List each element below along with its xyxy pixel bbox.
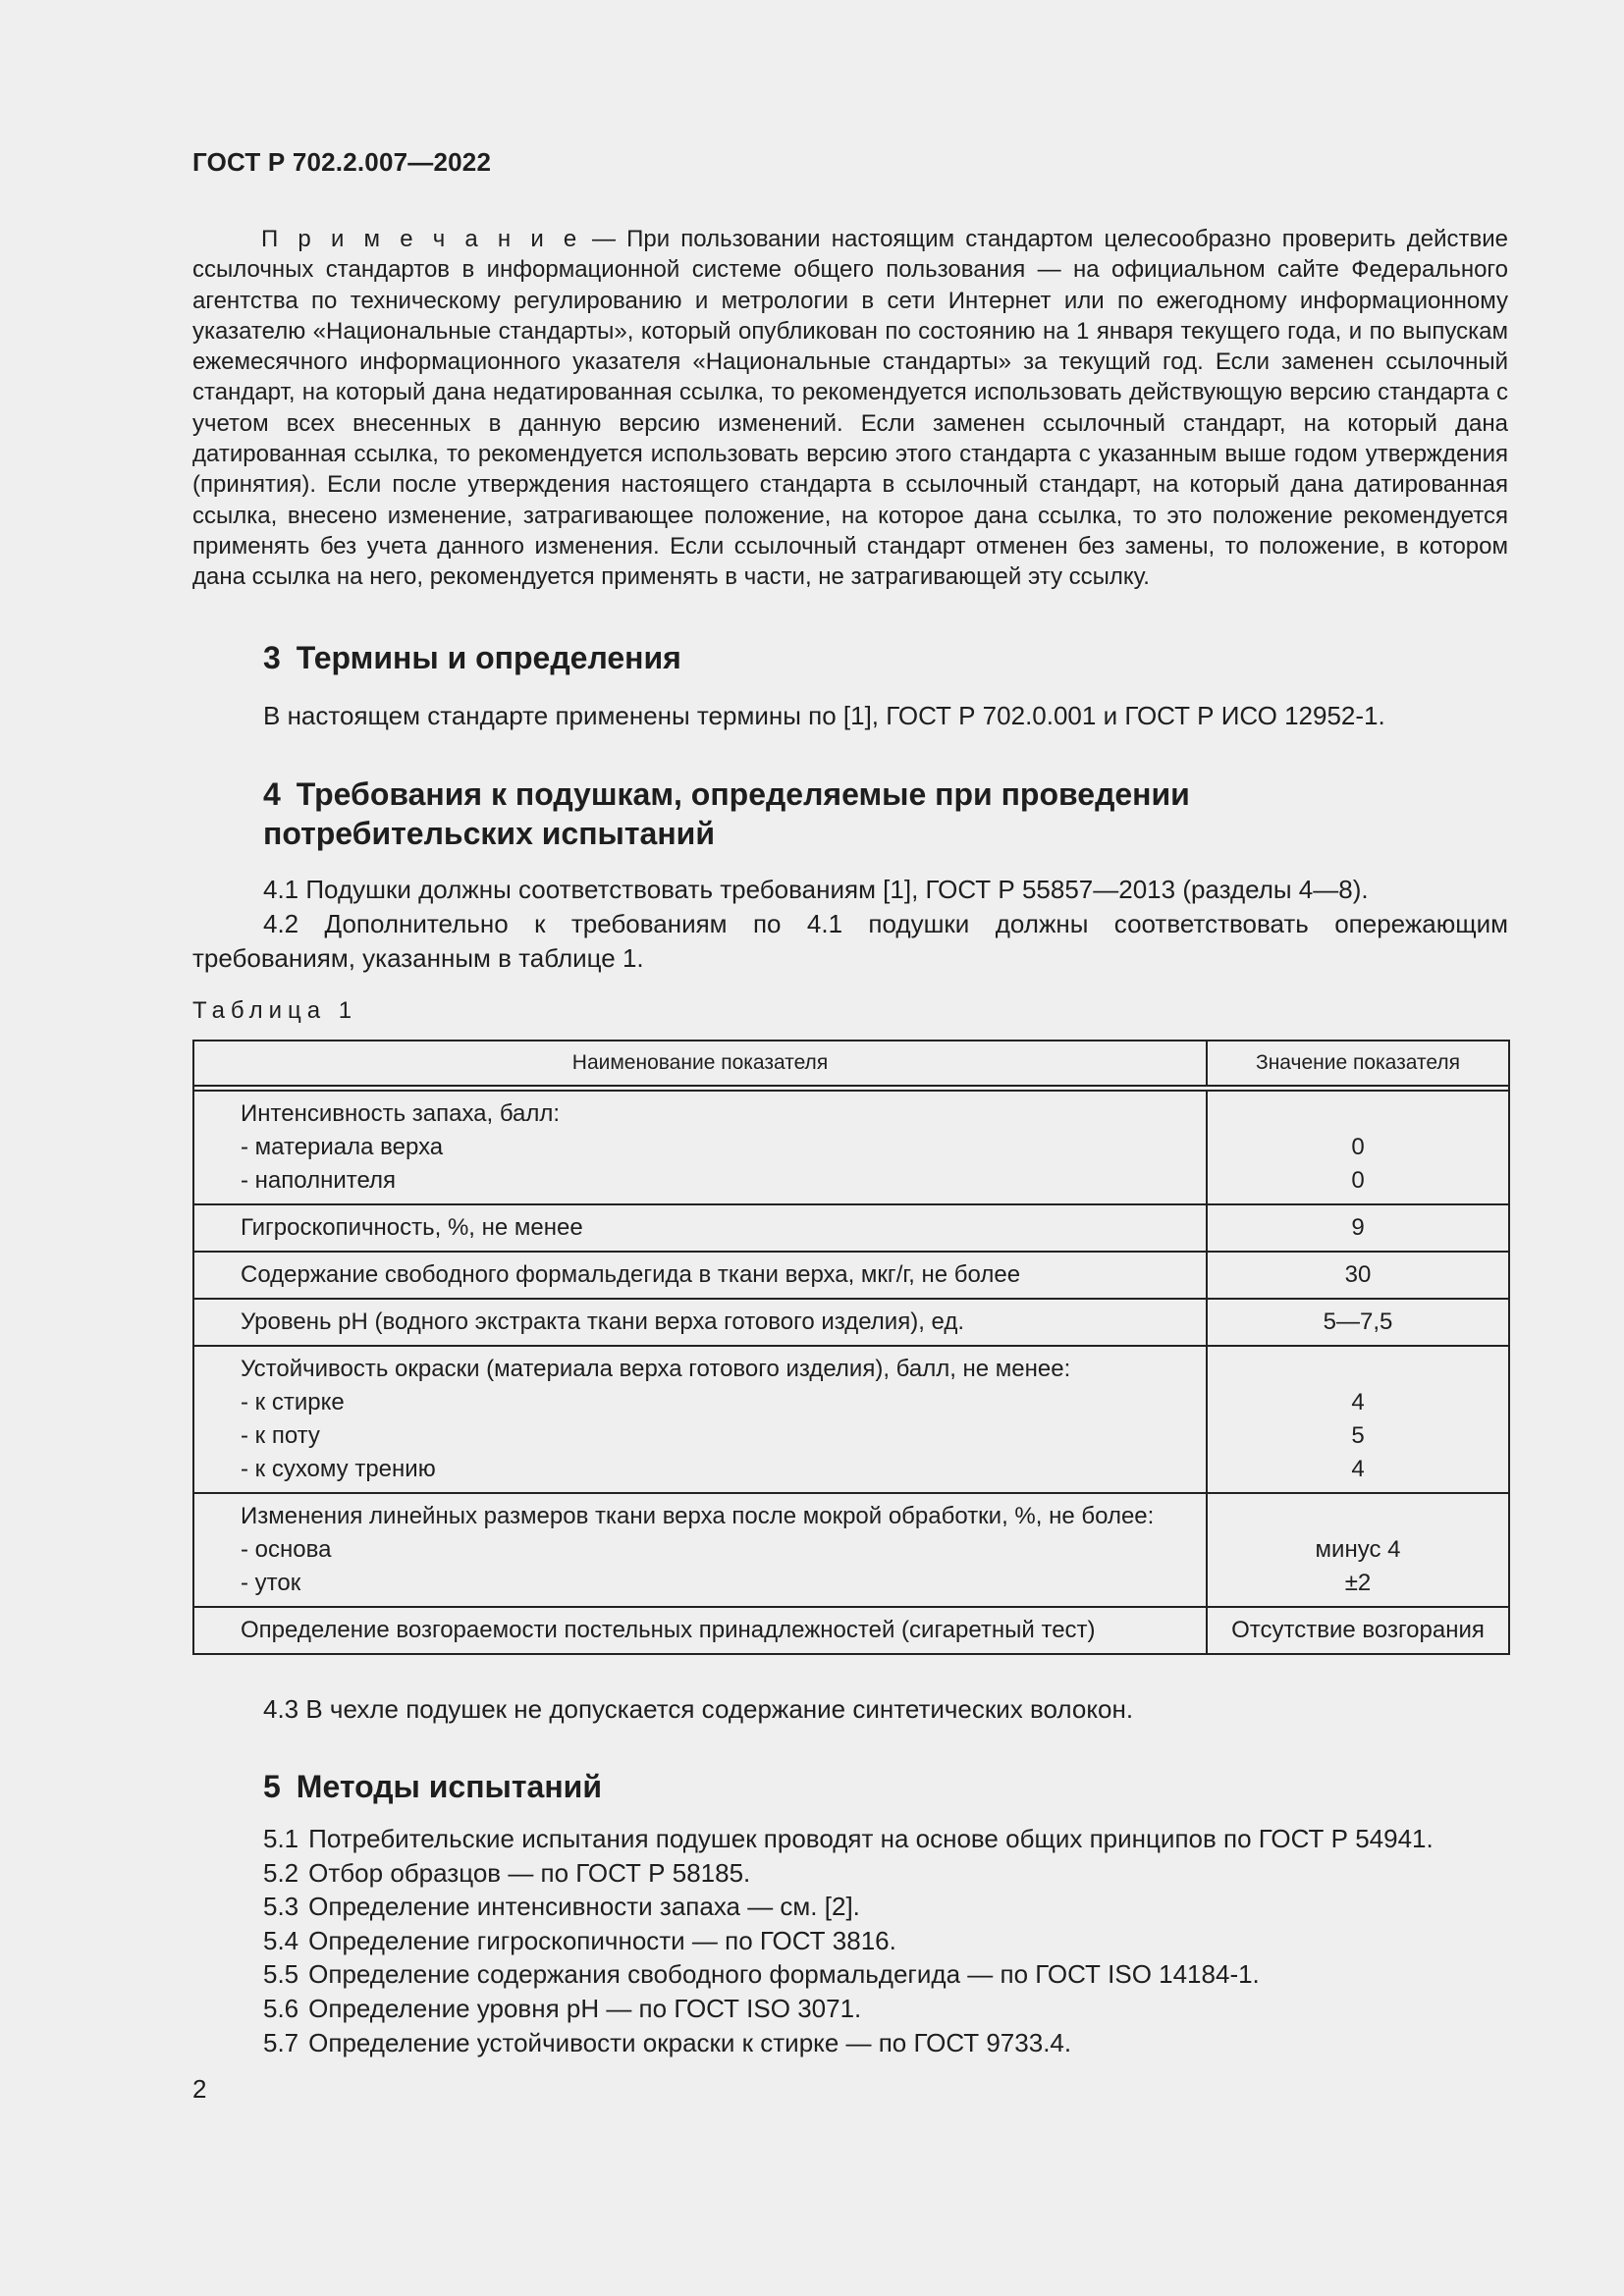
table-row bbox=[194, 1090, 1508, 1203]
indicator-value-line: 0 bbox=[1351, 1134, 1365, 1160]
table-row bbox=[194, 1251, 1508, 1298]
table-header-row bbox=[194, 1041, 1508, 1087]
list-item bbox=[263, 1992, 1434, 2026]
indicator-name-line: Определение возгораемости постельных принадлежностей (сигаретный тест) bbox=[241, 1617, 1096, 1643]
page-number: 2 bbox=[192, 2074, 207, 2104]
table-row bbox=[194, 1492, 1508, 1606]
indicator-name-line: Содержание свободного формальдегида в ткани верха, мкг/г, не более bbox=[241, 1261, 1021, 1288]
table-row bbox=[194, 1345, 1508, 1492]
indicator-value-line: 0 bbox=[1351, 1167, 1365, 1194]
section-5-heading bbox=[263, 1767, 1500, 1806]
clause-4-2: 4.2 Дополнительно к требованиям по 4.1 подушки должны соответствовать опережающим требованиям, указанным в таблице 1. bbox=[192, 909, 1508, 973]
indicator-value-line: 4 bbox=[1351, 1456, 1365, 1482]
indicator-name-line: - основа bbox=[241, 1536, 332, 1563]
indicator-value-line bbox=[1216, 1353, 1500, 1386]
indicator-name-line: Изменения линейных размеров ткани верха после мокрой обработки, %, не более: bbox=[241, 1503, 1155, 1529]
column-header-name: Наименование показателя bbox=[194, 1041, 1208, 1085]
clause-number: 5.2 bbox=[263, 1857, 299, 1888]
indicator-value-line: минус 4 bbox=[1315, 1536, 1401, 1563]
indicator-name-line: - наполнителя bbox=[241, 1167, 397, 1194]
requirements-table bbox=[192, 1040, 1510, 1655]
indicator-name-cell bbox=[194, 1205, 1208, 1251]
indicator-name-cell bbox=[194, 1347, 1208, 1492]
indicator-value-cell bbox=[1208, 1205, 1508, 1251]
section-3-number: 3 bbox=[263, 640, 281, 675]
clause-text: Потребительские испытания подушек проводят на основе общих принципов по ГОСТ Р 54941. bbox=[308, 1824, 1434, 1853]
indicator-name-line: - к поту bbox=[241, 1422, 320, 1449]
indicator-name-cell bbox=[194, 1253, 1208, 1298]
document-header: ГОСТ Р 702.2.007—2022 bbox=[192, 147, 492, 177]
indicator-value-cell bbox=[1208, 1300, 1508, 1345]
clause-text: Определение гигроскопичности — по ГОСТ 3816. bbox=[308, 1925, 896, 1955]
table-caption: Таблица 1 bbox=[192, 997, 358, 1024]
clause-number: 5.1 bbox=[263, 1824, 299, 1853]
indicator-value-cell bbox=[1208, 1608, 1508, 1653]
indicator-value-line: 9 bbox=[1351, 1214, 1365, 1241]
section-4-title-line2: потребительских испытаний bbox=[263, 816, 716, 851]
list-item bbox=[263, 1822, 1434, 1856]
table-row bbox=[194, 1298, 1508, 1345]
indicator-name-cell bbox=[194, 1300, 1208, 1345]
table-row bbox=[194, 1606, 1508, 1653]
indicator-value-line bbox=[1216, 1500, 1500, 1533]
indicator-value-cell bbox=[1208, 1347, 1508, 1492]
column-header-value: Значение показателя bbox=[1256, 1051, 1460, 1074]
indicator-value-line: ±2 bbox=[1344, 1570, 1372, 1596]
list-item bbox=[263, 2026, 1434, 2060]
list-item bbox=[263, 1890, 1434, 1924]
clause-text: Определение уровня рН — по ГОСТ ISO 3071. bbox=[308, 1993, 862, 2023]
clause-4-3: 4.3 В чехле подушек не допускается содержание синтетических волокон. bbox=[263, 1694, 1134, 1724]
clause-number: 5.3 bbox=[263, 1892, 299, 1922]
section-5-number: 5 bbox=[263, 1769, 281, 1804]
clause-number: 5.7 bbox=[263, 2027, 299, 2057]
indicator-value-line: 4 bbox=[1351, 1389, 1365, 1415]
indicator-value-line: 5—7,5 bbox=[1323, 1308, 1393, 1335]
indicator-value-cell bbox=[1208, 1253, 1508, 1298]
clause-text: Определение содержания свободного формальдегида — по ГОСТ ISO 14184-1. bbox=[308, 1959, 1260, 1990]
section-3-heading bbox=[263, 638, 1500, 677]
note-text: — При пользовании настоящим стандартом целесообразно проверить действие ссылочных стандартов в информационной системе общего пользования — на официальном сайте Федерального агентства по техническому регулированию и метрологии в сети Интернет или по ежегодному информационному указателю «Национальные стандарты», который опубликован по состоянию на 1 января текущего года, и по выпускам ежемесячного информационного указателя «Национальные стандарты» за текущий год. Если заменен ссылочный стандарт, на который дана недатированная ссылка, то рекомендуется использовать действующую версию стандарта с учетом всех внесенных в данную версию изменений. Если заменен ссылочный стандарт, на который дана датированная ссылка, то рекомендуется использовать версию этого стандарта с указанным выше годом утверждения (принятия). Если после утверждения настоящего стандарта в ссылочный стандарт, на который дана датированная ссылка, внесено изменение, затрагивающее положение, на которое дана ссылка, то это положение рекомендуется применять без учета данного изменения. Если ссылочный стандарт отменен без замены, то положение, в котором дана ссылка на него, рекомендуется применять в части, не затрагивающей эту ссылку. bbox=[192, 226, 1508, 591]
clause-text: Определение устойчивости окраски к стирке — по ГОСТ 9733.4. bbox=[308, 2027, 1072, 2057]
indicator-name-cell bbox=[194, 1608, 1208, 1653]
clause-4-1: 4.1 Подушки должны соответствовать требованиям [1], ГОСТ Р 55857—2013 (разделы 4—8). bbox=[263, 875, 1369, 904]
indicator-name-line: - материала верха bbox=[241, 1134, 444, 1160]
section-4-title-line1: Требования к подушкам, определяемые при проведении bbox=[296, 776, 1190, 812]
indicator-name-line: - к стирке bbox=[241, 1389, 345, 1415]
list-item bbox=[263, 1924, 1434, 1958]
clause-number: 5.4 bbox=[263, 1925, 299, 1955]
indicator-value-line bbox=[1216, 1097, 1500, 1131]
indicator-name-line: Интенсивность запаха, балл: bbox=[241, 1100, 561, 1127]
note-label: П р и м е ч а н и е bbox=[261, 226, 581, 252]
clause-number: 5.6 bbox=[263, 1993, 299, 2023]
section-4-number: 4 bbox=[263, 776, 281, 812]
clause-text: Определение интенсивности запаха — см. [2]. bbox=[308, 1892, 860, 1922]
clause-text: Отбор образцов — по ГОСТ Р 58185. bbox=[308, 1857, 751, 1888]
indicator-value-line: 5 bbox=[1351, 1422, 1365, 1449]
indicator-value-line: Отсутствие возгорания bbox=[1231, 1617, 1485, 1643]
section-5-list bbox=[263, 1822, 1434, 2059]
indicator-name-line: - к сухому трению bbox=[241, 1456, 436, 1482]
indicator-name-line: Гигроскопичность, %, не менее bbox=[241, 1214, 583, 1241]
indicator-name-cell bbox=[194, 1092, 1208, 1203]
section-3-title: Термины и определения bbox=[296, 640, 681, 675]
indicator-name-cell bbox=[194, 1494, 1208, 1606]
indicator-name-line: Устойчивость окраски (материала верха готового изделия), балл, не менее: bbox=[241, 1356, 1071, 1382]
section-4-heading bbox=[263, 774, 1500, 853]
section-5-title: Методы испытаний bbox=[296, 1769, 602, 1804]
reference-note bbox=[192, 224, 1508, 593]
clause-number: 5.5 bbox=[263, 1959, 299, 1990]
indicator-value-cell bbox=[1208, 1092, 1508, 1203]
table-row bbox=[194, 1203, 1508, 1251]
indicator-value-cell bbox=[1208, 1494, 1508, 1606]
indicator-name-line: Уровень рН (водного экстракта ткани верха готового изделия), ед. bbox=[241, 1308, 965, 1335]
indicator-value-line: 30 bbox=[1344, 1261, 1372, 1288]
list-item bbox=[263, 1957, 1434, 1992]
list-item bbox=[263, 1856, 1434, 1891]
indicator-name-line: - уток bbox=[241, 1570, 301, 1596]
section-3-text: В настоящем стандарте применены термины по [1], ГОСТ Р 702.0.001 и ГОСТ Р ИСО 12952-1. bbox=[263, 701, 1385, 730]
